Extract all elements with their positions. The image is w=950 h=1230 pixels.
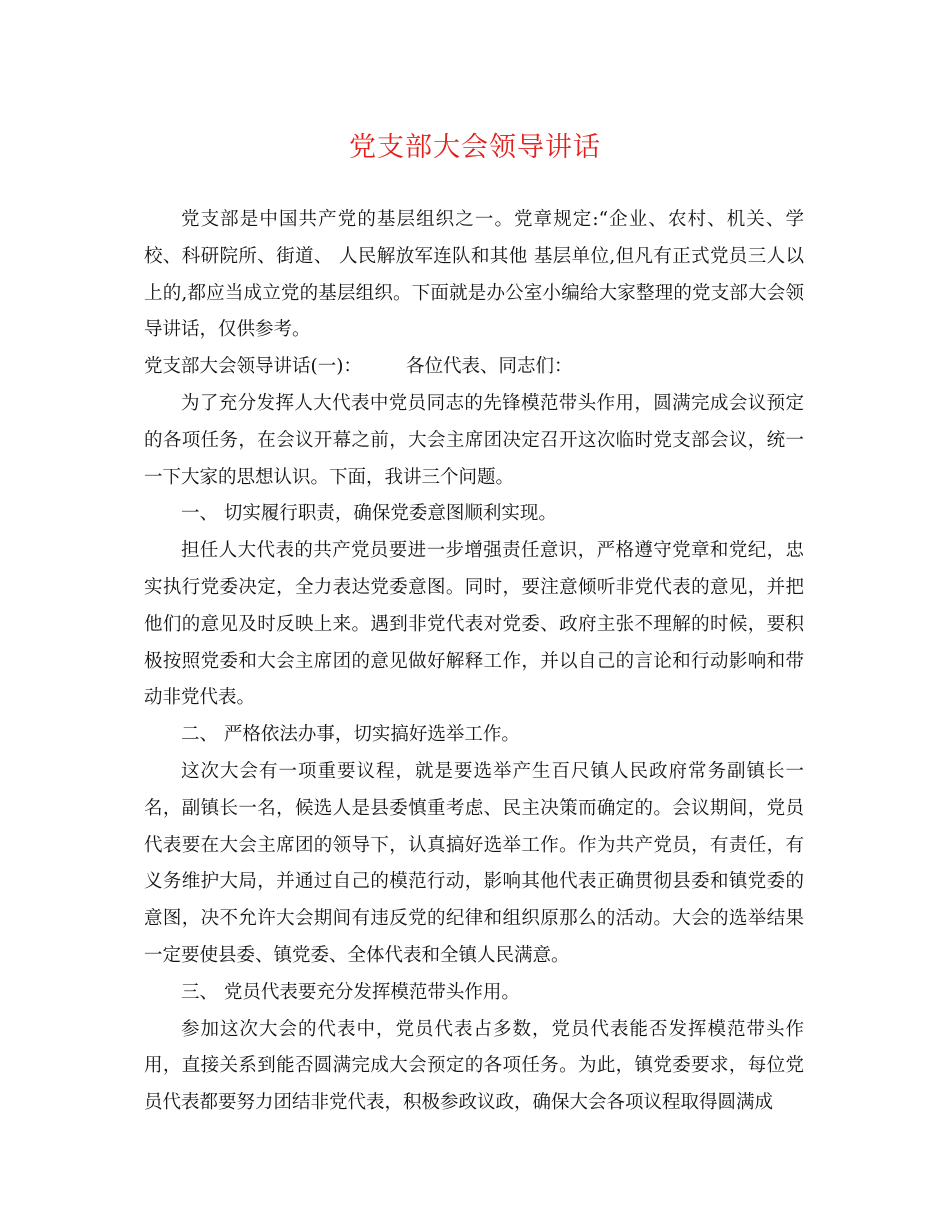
paragraph-opening: 为了充分发挥人大代表中党员同志的先锋模范带头作用，圆满完成会议预定的各项任务，在会议开幕之前，大会主席团决定召开这次临时党支部会议，统一一下大家的思想认识。下面，我讲三个问题。 [144,392,804,488]
speech-heading: 党支部大会领导讲话(一)： [144,356,362,378]
section-heading-1: 一、 切实履行职责，确保党委意图顺利实现。 [181,503,557,525]
paragraph-section-3: 参加这次大会的代表中，党员代表占多数，党员代表能否发挥模范带头作用，直接关系到能否圆满完成大会预定的各项任务。为此，镇党委要求，每位党员代表都要努力团结非党代表，积极参政议政，确保大会各项议程取得圆满成 [144,1018,804,1114]
document-title: 党支部大会领导讲话 [349,132,601,163]
section-heading-2: 二、 严格依法办事，切实搞好选举工作。 [181,724,520,746]
paragraph-section-2: 这次大会有一项重要议程，就是要选举产生百尺镇人民政府常务副镇长一名，副镇长一名，候选人是县委慎重考虑、民主决策而确定的。会议期间，党员代表要在大会主席团的领导下，认真搞好选举工作。作为共产党员，有责任，有义务维护大局，并通过自己的模范行动，影响其他代表正确贯彻县委和镇党委的意图，决不允许大会期间有违反党的纪律和组织原那么的活动。大会的选举结果一定要使县委、镇党委、全体代表和全镇人民满意。 [144,760,804,966]
speech-heading-line [144,349,804,386]
intro-paragraph: 党支部是中国共产党的基层组织之一。党章规定:“企业、农村、机关、学校、科研院所、街道、 人民解放军连队和其他 基层单位,但凡有正式党员三人以上的,都应当成立党的基层组织。下面就是办公室小编给大家整理的党支部大会领导讲话，仅供参考。 [144,209,804,341]
paragraph-section-1: 担任人大代表的共产党员要进一步增强责任意识，严格遵守党章和党纪，忠实执行党委决定，全力表达党委意图。同时，要注意倾听非党代表的意见，并把他们的意见及时反映上来。遇到非党代表对党委、政府主张不理解的时候，要积极按照党委和大会主席团的意见做好解释工作，并以自己的言论和行动影响和带动非党代表。 [144,540,804,709]
salutation: 各位代表、同志们： [405,356,573,378]
section-heading-3: 三、 党员代表要充分发挥模范带头作用。 [181,981,520,1003]
document-body [144,202,804,1122]
